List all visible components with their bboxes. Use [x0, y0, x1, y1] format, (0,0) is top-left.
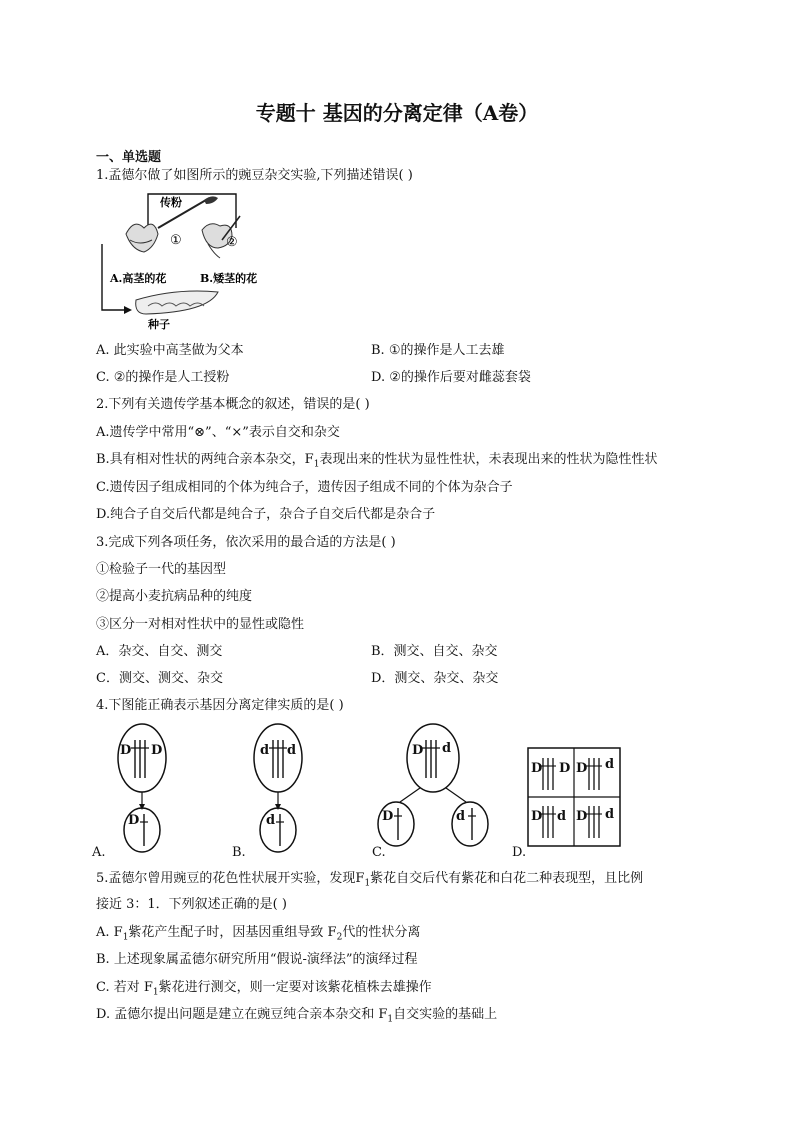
svg-text:D: D — [120, 743, 132, 758]
q3-item-2: ②提高小麦抗病品种的纯度 — [96, 589, 253, 604]
svg-text:D: D — [151, 743, 163, 758]
q4-diagram-a — [91, 724, 166, 860]
svg-text:B.: B. — [232, 845, 246, 860]
q5-option-c[interactable]: C. 若对 $F_1$紫花进行测交，则一定要对该紫花植株去雄操作 — [96, 980, 432, 998]
svg-text:d: d — [260, 743, 270, 758]
svg-text:D: D — [559, 761, 571, 776]
q1-option-d[interactable]: D. ②的操作后要对雌蕊套袋 — [371, 370, 531, 385]
svg-text:D: D — [412, 743, 424, 758]
q1-figure — [96, 188, 266, 332]
q5-option-b[interactable]: B. 上述现象属孟德尔研究所用“假说-演绎法”的演绎过程 — [96, 952, 418, 967]
q3-option-d[interactable]: D．测交、杂交、杂交 — [371, 671, 499, 686]
svg-text:d: d — [605, 757, 615, 772]
svg-text:C.: C. — [372, 845, 386, 860]
svg-text:d: d — [287, 743, 297, 758]
svg-text:D: D — [382, 809, 394, 824]
q4-diagram-b — [232, 724, 302, 860]
num-1: ① — [170, 233, 182, 248]
short-label: B.矮茎的花 — [200, 272, 258, 285]
svg-text:D.: D. — [512, 845, 527, 860]
q3-option-a[interactable]: A．杂交、自交、测交 — [96, 644, 223, 659]
tall-label: A.高茎的花 — [110, 272, 167, 285]
q3-item-3: ③区分一对相对性状中的显性或隐性 — [96, 617, 305, 632]
q2-option-c[interactable]: C.遗传因子组成相同的个体为纯合子，遗传因子组成不同的个体为杂合子 — [96, 480, 513, 495]
pollinate-label: 传粉 — [160, 196, 182, 209]
num-2: ② — [226, 235, 238, 250]
q1-stem: 1.孟德尔做了如图所示的豌豆杂交实验,下列描述错误( ) — [96, 168, 413, 183]
svg-text:d: d — [456, 809, 466, 824]
svg-text:D: D — [576, 761, 588, 776]
q2-stem: 2.下列有关遗传学基本概念的叙述，错误的是( ) — [96, 397, 370, 412]
svg-text:A.: A. — [92, 845, 106, 860]
svg-text:D: D — [576, 809, 588, 824]
q5-option-d[interactable]: D. 孟德尔提出问题是建立在豌豆纯合亲本杂交和 $F_1$自交实验的基础上 — [96, 1007, 498, 1025]
q2-option-a[interactable]: A.遗传学中常用“⊗”、“×”表示自交和杂交 — [96, 425, 340, 440]
seed-pod — [136, 291, 218, 314]
q4-stem: 4.下图能正确表示基因分离定律实质的是( ) — [96, 698, 344, 713]
q3-option-b[interactable]: B．测交、自交、杂交 — [371, 644, 498, 659]
svg-text:d: d — [605, 807, 615, 822]
q4-diagram-c — [372, 724, 488, 860]
tall-flower — [126, 224, 158, 252]
page-title: 专题十 基因的分离定律（A卷） — [255, 101, 539, 125]
section-heading: 一、单选题 — [96, 150, 162, 165]
q5-stem: 5.孟德尔曾用豌豆的花色性状展开实验，发现$F_1$紫花自交后代有紫花和白花二种表现型，且比例 — [96, 871, 644, 889]
q3-stem: 3.完成下列各项任务，依次采用的最合适的方法是( ) — [96, 535, 396, 550]
q1-option-a[interactable]: A. 此实验中高茎做为父本 — [96, 343, 244, 358]
svg-text:d: d — [266, 813, 276, 828]
q4-diagram-d — [512, 748, 620, 860]
svg-text:D: D — [128, 813, 140, 828]
q1-option-b[interactable]: B. ①的操作是人工去雄 — [371, 343, 505, 358]
seed-label: 种子 — [148, 318, 170, 331]
svg-text:D: D — [531, 761, 543, 776]
q3-item-1: ①检验子一代的基因型 — [96, 562, 227, 577]
q1-option-c[interactable]: C. ②的操作是人工授粉 — [96, 370, 230, 385]
svg-text:d: d — [557, 809, 567, 824]
q4-figure — [90, 720, 650, 860]
svg-text:D: D — [531, 809, 543, 824]
q2-option-d[interactable]: D.纯合子自交后代都是纯合子，杂合子自交后代都是杂合子 — [96, 507, 436, 522]
q3-option-c[interactable]: C．测交、测交、杂交 — [96, 671, 223, 686]
svg-text:d: d — [442, 741, 452, 756]
q5-stem-2: 接近 3：1．下列叙述正确的是( ) — [96, 897, 287, 912]
q2-option-b[interactable]: B.具有相对性状的两纯合亲本杂交，$F_1$表现出来的性状为显性性状，未表现出来的性状为隐性性状 — [96, 452, 658, 470]
q5-option-a[interactable]: A. $F_1$紫花产生配子时，因基因重组导致 $F_2$代的性状分离 — [96, 925, 421, 943]
